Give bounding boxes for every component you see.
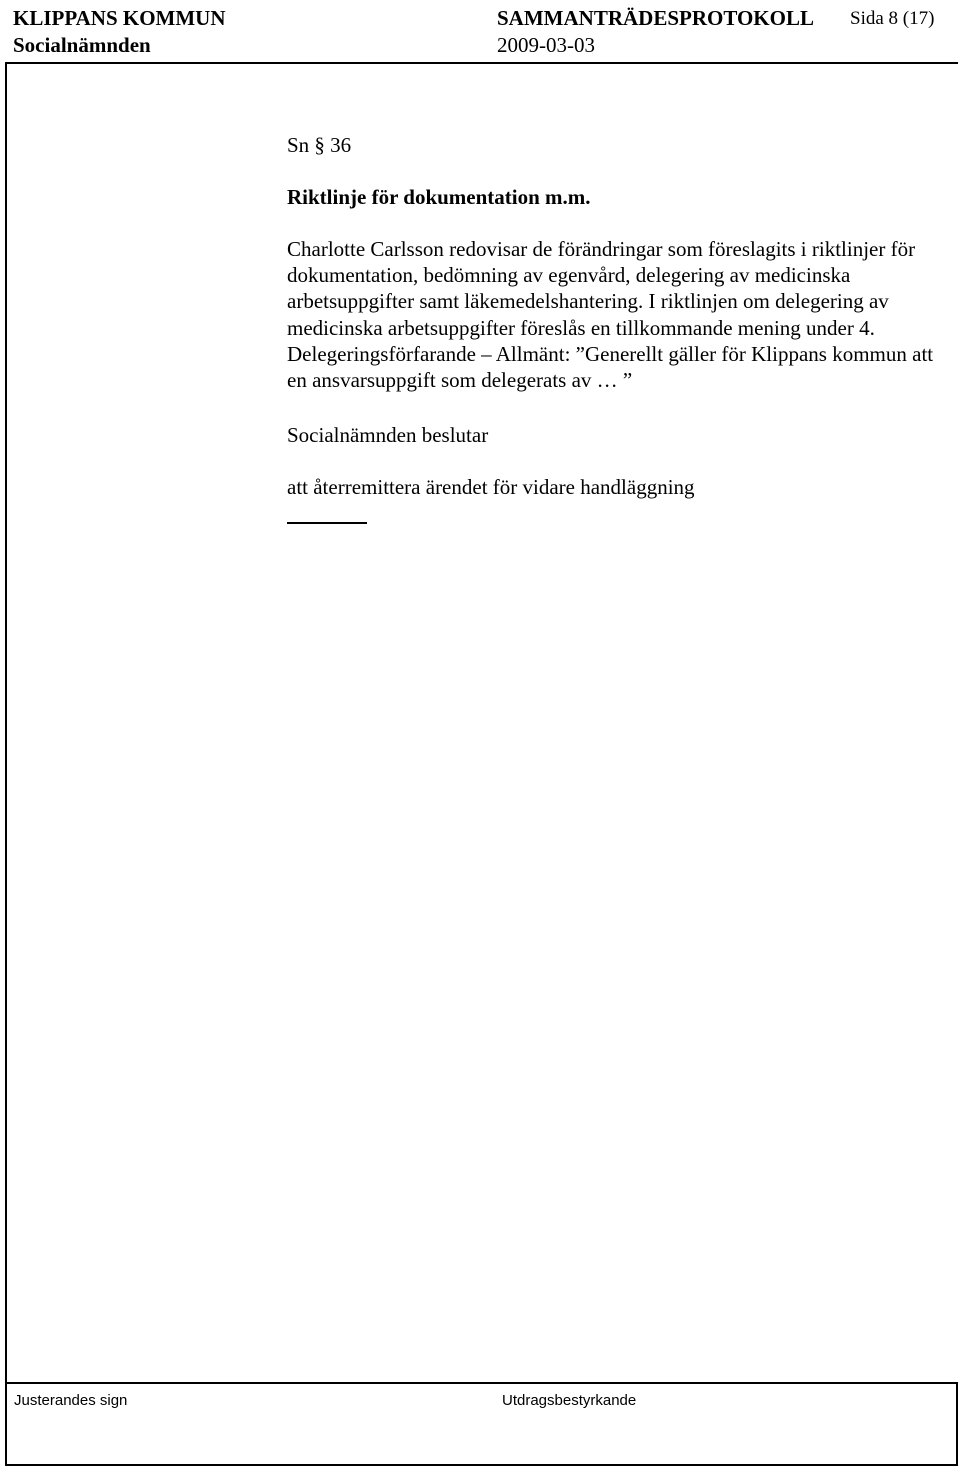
organization-name: KLIPPANS KOMMUN — [13, 6, 226, 30]
case-title: Riktlinje för dokumentation m.m. — [287, 185, 591, 209]
left-margin-rule — [5, 62, 7, 1388]
adjuster-signature-label: Justerandes sign — [14, 1392, 128, 1409]
case-number: Sn § 36 — [287, 133, 352, 157]
committee-name: Socialnämnden — [13, 33, 151, 57]
decision-heading: Socialnämnden beslutar — [287, 423, 489, 447]
case-description: Charlotte Carlsson redovisar de förändringar som föreslagits i riktlinjer för dokumentation, bedömning av egenvård, delegering av medicinska arbetsuppgifter samt läkemedelshantering. I riktlinjen om delegering av medicinska arbetsuppgifter föreslås en tillkommande mening under 4. Delegeringsförfarande – Allmänt: ”Generellt gäller för Klippans kommun att en ansvarsuppgift som delegerats av … ” — [287, 237, 934, 393]
section-end-rule — [287, 522, 367, 524]
document-type: SAMMANTRÄDESPROTOKOLL — [497, 6, 814, 30]
footer-right-rule — [956, 1382, 958, 1466]
page-number: Sida 8 (17) — [850, 8, 935, 29]
decision-text: att återremittera ärendet för vidare handläggning — [287, 475, 695, 499]
meeting-date: 2009-03-03 — [497, 33, 595, 57]
extract-certification-label: Utdragsbestyrkande — [502, 1392, 637, 1409]
footer-left-rule — [5, 1382, 7, 1466]
header-rule — [5, 62, 958, 64]
footer-bottom-rule — [5, 1464, 958, 1466]
footer-top-rule — [5, 1382, 958, 1384]
